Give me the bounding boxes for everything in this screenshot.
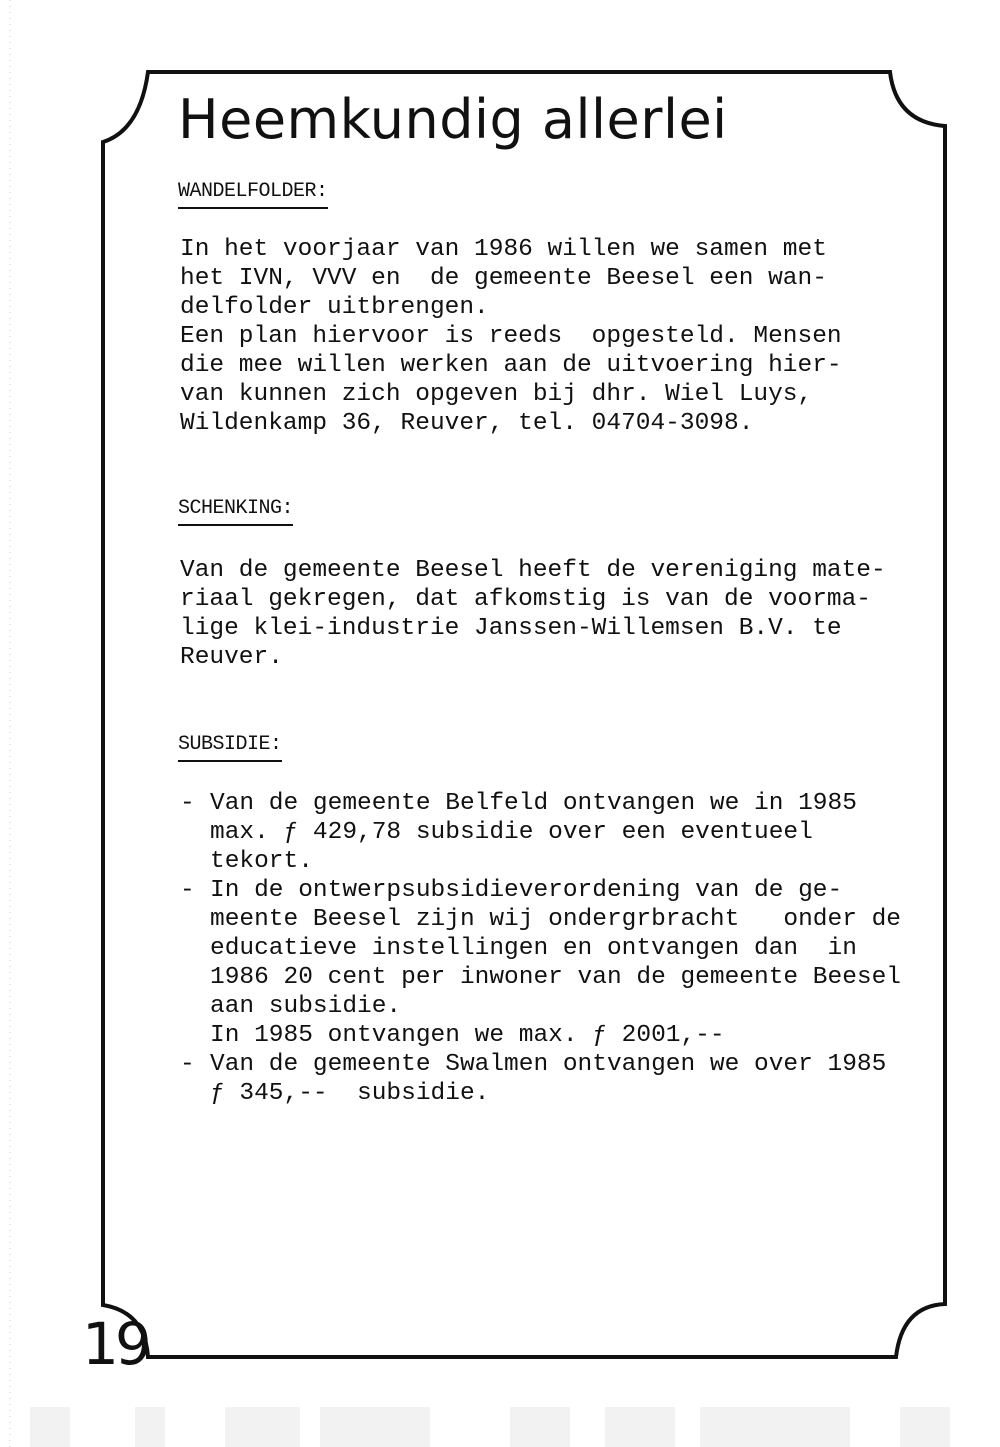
scan-artifact [225,1407,300,1447]
page-title: Heemkundig allerlei [178,88,728,151]
bullet-marker: - [180,1051,195,1078]
bullet-marker: - [180,877,195,904]
list-item-text: Van de gemeente Swalmen ontvangen we over 1985 ƒ 345,-- subsidie. [210,1051,887,1107]
list-item [180,1050,887,1137]
scan-artifact [30,1407,70,1447]
scan-artifact [320,1407,430,1447]
scan-artifact [510,1407,570,1447]
scan-artifact [700,1407,850,1447]
section-paragraph-schenking: Van de gemeente Beesel heeft de vereniging mate- riaal gekregen, dat afkomstig is van de voorma- lige klei-industrie Janssen-Willemsen B.V. te Reuver. [180,557,886,671]
list-item [180,789,857,876]
scan-artifact [900,1407,950,1447]
scan-artifact [135,1407,165,1447]
list-item-text: Van de gemeente Belfeld ontvangen we in 1985 max. ƒ 429,78 subsidie over een eventueel tekort. [210,790,857,875]
section-heading-schenking: SCHENKING: [178,497,293,526]
list-item-text: In de ontwerpsubsidieverordening van de ge- meente Beesel zijn wij ondergrbracht onder de educatieve instellingen en ontvangen dan in 1986 20 cent per inwoner van de gemeente Beesel aan subsidie. In 1985 ontvangen we max. ƒ 2001,-- [210,877,902,1049]
bullet-marker: - [180,790,195,817]
scan-artifact [605,1407,675,1447]
section-heading-subsidie: SUBSIDIE: [178,733,282,762]
section-paragraph-wandelfolder: In het voorjaar van 1986 willen we samen met het IVN, VVV en de gemeente Beesel een wan- delfolder uitbrengen. Een plan hiervoor is reeds opgesteld. Mensen die mee willen werken aan de uitvoering hier- van kunnen zich opgeven bij dhr. Wiel Luys, Wildenkamp 36, Reuver, tel. 04704-3098. [180,236,842,437]
list-item [180,876,902,1049]
section-heading-wandelfolder: WANDELFOLDER: [178,180,328,209]
page-number: 19 [82,1310,148,1378]
